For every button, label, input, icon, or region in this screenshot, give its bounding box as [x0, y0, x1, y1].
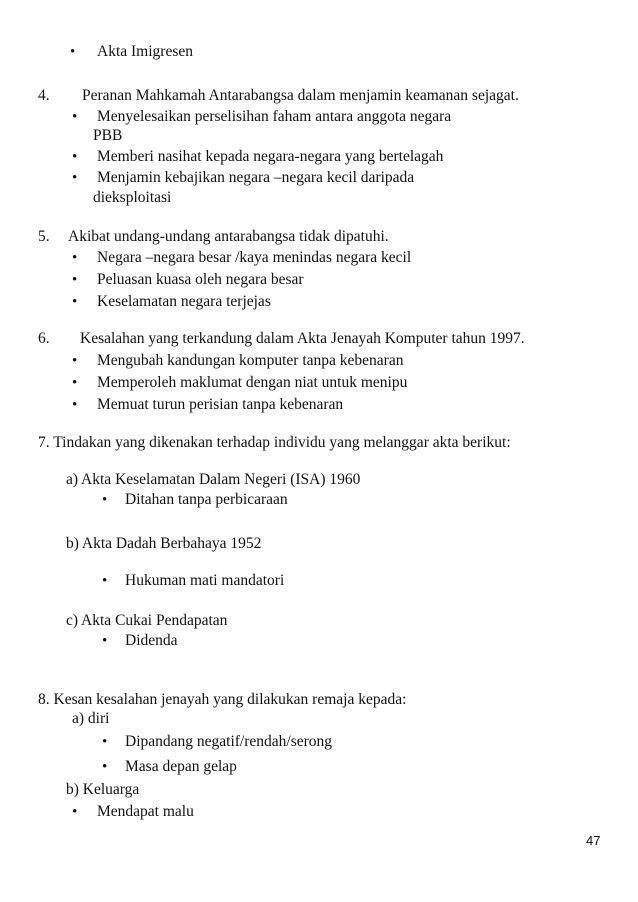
- sub-question-label: a) diri: [72, 710, 110, 727]
- sub-question-label: c) Akta Cukai Pendapatan: [66, 612, 228, 629]
- bullet: •: [72, 294, 78, 310]
- list-item: Dipandang negatif/rendah/serong: [125, 733, 333, 750]
- bullet: •: [72, 109, 78, 125]
- list-item: Didenda: [125, 632, 178, 649]
- page-number: 47: [586, 833, 601, 848]
- list-item: Peluasan kuasa oleh negara besar: [97, 271, 304, 288]
- sub-question-label: b) Akta Dadah Berbahaya 1952: [66, 535, 262, 552]
- bullet: •: [72, 149, 78, 165]
- bullet: •: [102, 573, 108, 589]
- list-item-continuation: dieksploitasi: [93, 189, 172, 206]
- list-item: Memperoleh maklumat dengan niat untuk menipu: [97, 374, 408, 391]
- list-item: Menjamin kebajikan negara –negara kecil daripada: [97, 169, 415, 186]
- bullet: •: [72, 353, 78, 369]
- bullet: •: [102, 759, 108, 775]
- list-item: Ditahan tanpa perbicaraan: [125, 491, 288, 508]
- list-item-continuation: PBB: [93, 127, 123, 144]
- bullet: •: [102, 633, 108, 649]
- list-item: Masa depan gelap: [125, 758, 237, 775]
- list-item: Hukuman mati mandatori: [125, 572, 285, 589]
- bullet: •: [72, 250, 78, 266]
- question-number: 5.: [38, 228, 50, 245]
- sub-question-label: a) Akta Keselamatan Dalam Negeri (ISA) 1960: [66, 471, 361, 488]
- list-item: Memberi nasihat kepada negara-negara yang bertelagah: [97, 148, 444, 165]
- question-number: 4.: [38, 87, 50, 104]
- list-item: Keselamatan negara terjejas: [97, 293, 271, 310]
- list-item: Memuat turun perisian tanpa kebenaran: [97, 396, 344, 413]
- bullet: •: [72, 272, 78, 288]
- bullet: •: [102, 734, 108, 750]
- bullet: •: [72, 375, 78, 391]
- list-item: Negara –negara besar /kaya menindas negara kecil: [97, 249, 412, 266]
- bullet: •: [70, 44, 76, 60]
- list-item: Akta Imigresen: [97, 43, 193, 60]
- question-title: Akibat undang-undang antarabangsa tidak dipatuhi.: [68, 228, 389, 245]
- list-item: Mengubah kandungan komputer tanpa kebenaran: [97, 352, 404, 369]
- question-number: 6.: [38, 330, 50, 347]
- question-title: Peranan Mahkamah Antarabangsa dalam menjamin keamanan sejagat.: [82, 87, 519, 104]
- bullet: •: [72, 397, 78, 413]
- sub-question-label: b) Keluarga: [66, 781, 140, 798]
- bullet: •: [72, 804, 78, 820]
- bullet: •: [72, 170, 78, 186]
- bullet: •: [102, 492, 108, 508]
- question-title: 7. Tindakan yang dikenakan terhadap individu yang melanggar akta berikut:: [38, 434, 511, 451]
- question-title: Kesalahan yang terkandung dalam Akta Jenayah Komputer tahun 1997.: [80, 330, 525, 347]
- question-title: 8. Kesan kesalahan jenayah yang dilakukan remaja kepada:: [38, 691, 407, 708]
- list-item: Mendapat malu: [97, 803, 194, 820]
- list-item: Menyelesaikan perselisihan faham antara anggota negara: [97, 108, 452, 125]
